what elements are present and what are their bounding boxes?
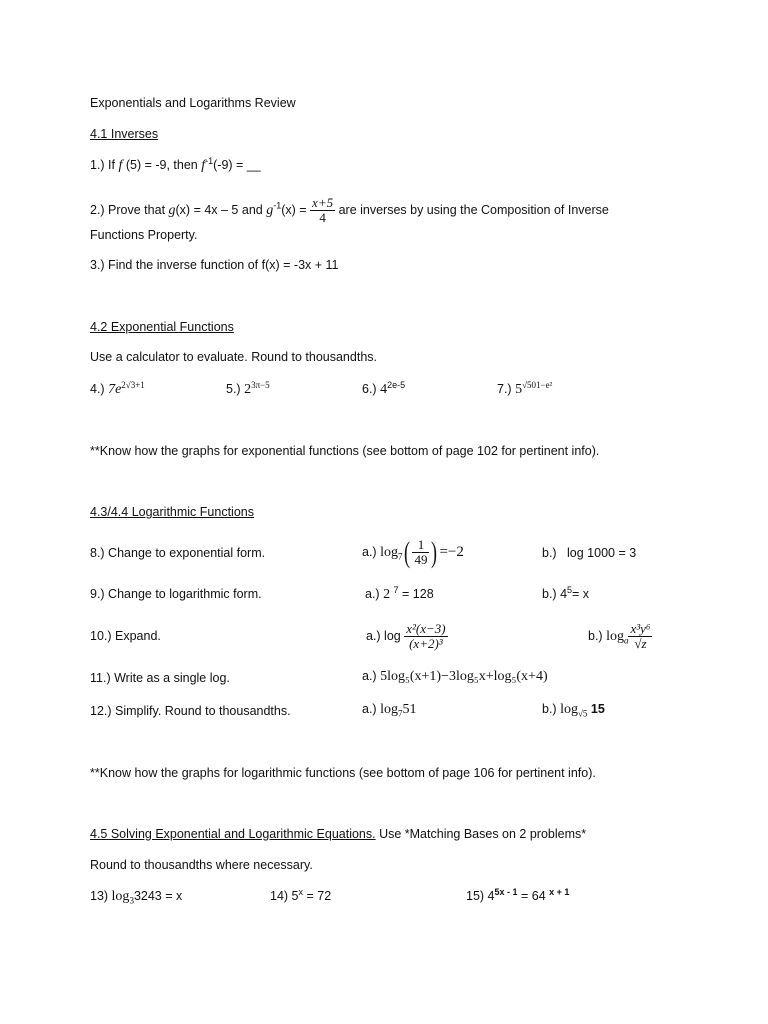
question-8b: b.) log 1000 = 3: [542, 546, 637, 560]
section-heading-inverses: 4.1 Inverses: [90, 127, 159, 141]
question-9a: a.) 2 $^7$ = 128: [365, 584, 434, 602]
question-1: 1.) If f (5) = -9, then $f^{-1}(-9)$ = __: [90, 155, 261, 173]
section-heading-exponential: 4.2 Exponential Functions: [90, 320, 234, 334]
question-11a: a.) 5log₅(x+1)−3log₅x+log₅(x+4): [362, 669, 548, 684]
question-10-label: 10.) Expand.: [90, 629, 161, 643]
question-10b: b.) $\log_a$ $\frac{\text{x³y⁶}}{√z}$: [588, 621, 651, 652]
question-8-label: 8.) Change to exponential form.: [90, 546, 266, 560]
fraction-1-over-49: $\frac{1}{49}$: [414, 537, 428, 568]
question-4: 4.) $7e^{2√3+1}$: [90, 379, 145, 397]
question-14: 14) $5^x = 72$: [270, 886, 332, 903]
question-6: 6.) $4^{2e-5}$: [362, 379, 406, 397]
exponential-graph-note: **Know how the graphs for exponential functions (see bottom of page 102 for pertinent info).: [90, 444, 600, 458]
question-15: 15) $4^{5x - 1} = 64$ $^{x + 1}$: [466, 886, 570, 903]
question-11-label: 11.) Write as a single log.: [90, 671, 230, 685]
section-heading-solving: 4.5 Solving Exponential and Logarithmic Equations. Use *Matching Bases on 2 problems*: [90, 827, 587, 841]
document-title: Exponentials and Logarithms Review: [90, 96, 296, 110]
exponential-intro: Use a calculator to evaluate. Round to thousandths.: [90, 350, 377, 364]
question-9-label: 9.) Change to logarithmic form.: [90, 587, 262, 601]
section-heading-logarithmic: 4.3/4.4 Logarithmic Functions: [90, 505, 254, 519]
question-8a: a.) $\log_7$( $\frac{1}{49}$ ) =−2: [362, 535, 464, 569]
question-7: 7.) $5^{√501-e^2}$: [497, 379, 553, 397]
question-2-continued: Functions Property.: [90, 228, 198, 242]
question-2: 2.) Prove that g(x) = 4x – 5 and $g^{-1}(x)$ = $\frac{x+5}{4}$ are inverses by using the Composition of Inverse: [90, 195, 609, 225]
fraction-x-plus-5-over-4: $\frac{x+5}{4}$: [312, 195, 334, 225]
question-3: 3.) Find the inverse function of f(x) = -3x + 11: [90, 258, 339, 272]
question-9b: b.) $4^5= x$: [542, 584, 590, 601]
logarithmic-graph-note: **Know how the graphs for logarithmic functions (see bottom of page 106 for pertinent info).: [90, 766, 596, 780]
question-12b: b.) $\log_{√5} 15$: [542, 702, 605, 719]
question-12-label: 12.) Simplify. Round to thousandths.: [90, 704, 291, 718]
question-10a: a.) log $\frac{\text{x²(x−3)}}{\text{(x+2)³}}$: [366, 621, 446, 652]
fraction-expand-b: $\frac{\text{x³y⁶}}{√z}$: [630, 621, 651, 652]
question-12a: a.) $\log_751$: [362, 702, 417, 719]
fraction-expand-a: $\frac{\text{x²(x−3)}}{\text{(x+2)³}}$: [406, 621, 446, 652]
question-13: 13) $\log_33243 = x$: [90, 889, 183, 906]
question-5: 5.) $2^{3\pi-5}$: [226, 379, 270, 397]
rounding-instruction: Round to thousandths where necessary.: [90, 858, 313, 872]
